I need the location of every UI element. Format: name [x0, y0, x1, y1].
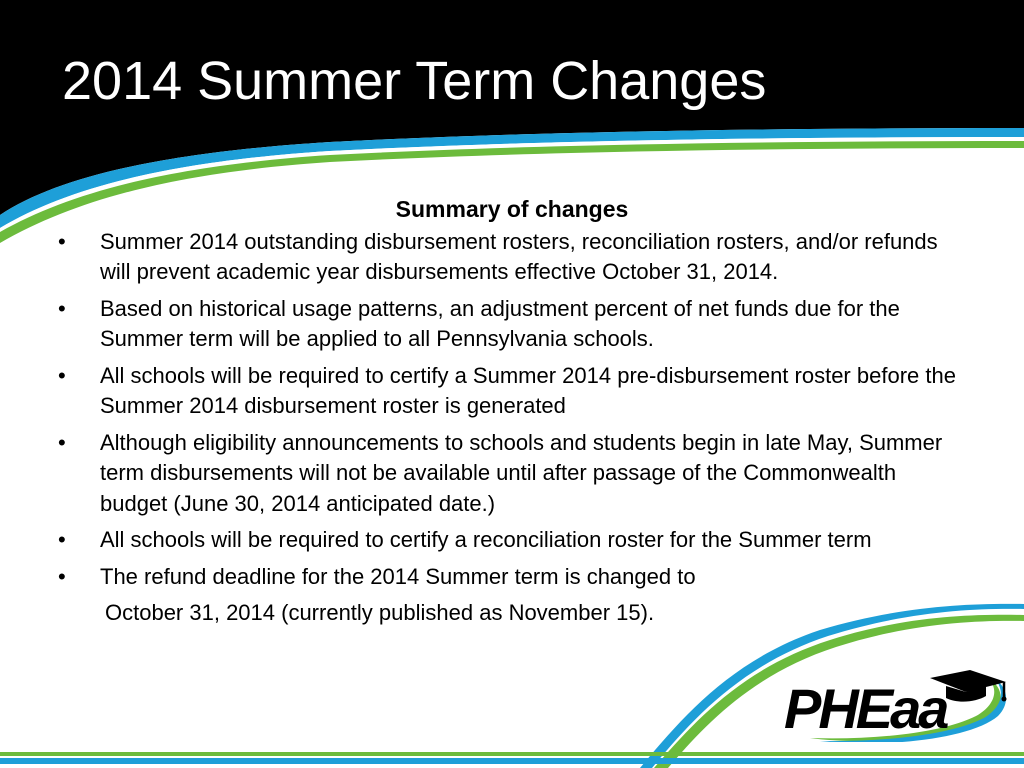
bullet-text: Summer 2014 outstanding disbursement rosters, reconciliation rosters, and/or refunds will prevent academic year disbursements effective October 31, 2014.: [100, 228, 938, 284]
pheaa-logo: [780, 662, 1010, 742]
bullet-marker: •: [58, 362, 66, 388]
bullet-item: [58, 525, 958, 556]
bullet-marker: •: [58, 563, 66, 589]
bullet-marker: •: [58, 295, 66, 321]
slide-title: 2014 Summer Term Changes: [62, 51, 767, 111]
bullet-list: [58, 227, 958, 593]
bullet-marker: •: [58, 527, 66, 552]
bullet-item: [58, 428, 958, 520]
bullet-marker: •: [58, 228, 66, 254]
footer-strip-green: [0, 752, 1024, 756]
refund-deadline-continuation: October 31, 2014 (currently published as November 15).: [105, 600, 655, 625]
bullet-text: All schools will be required to certify a reconciliation roster for the Summer term: [100, 527, 872, 552]
logo-wordmark: PHEaa: [784, 677, 947, 740]
bullet-text: Based on historical usage patterns, an adjustment percent of net funds due for the Summer term will be applied to all Pennsylvania schools.: [100, 295, 900, 351]
bullet-marker: •: [58, 429, 66, 455]
bullet-item: [58, 562, 958, 593]
summary-heading: Summary of changes: [395, 196, 629, 222]
footer-strip-blue: [0, 758, 1024, 764]
slide-content: [58, 194, 958, 629]
bullet-item: [58, 294, 958, 355]
bullet-text: Although eligibility announcements to schools and students begin in late May, Summer term disbursements will not be available until after passage of the Commonwealth budget (June 30, 2014 anticipated date.): [100, 429, 943, 516]
bullet-text: The refund deadline for the 2014 Summer term is changed to: [100, 563, 696, 589]
bullet-item: [58, 361, 958, 422]
bullet-item: [58, 227, 958, 288]
bullet-text: All schools will be required to certify a Summer 2014 pre-disbursement roster before the Summer 2014 disbursement roster is generated: [100, 362, 956, 418]
